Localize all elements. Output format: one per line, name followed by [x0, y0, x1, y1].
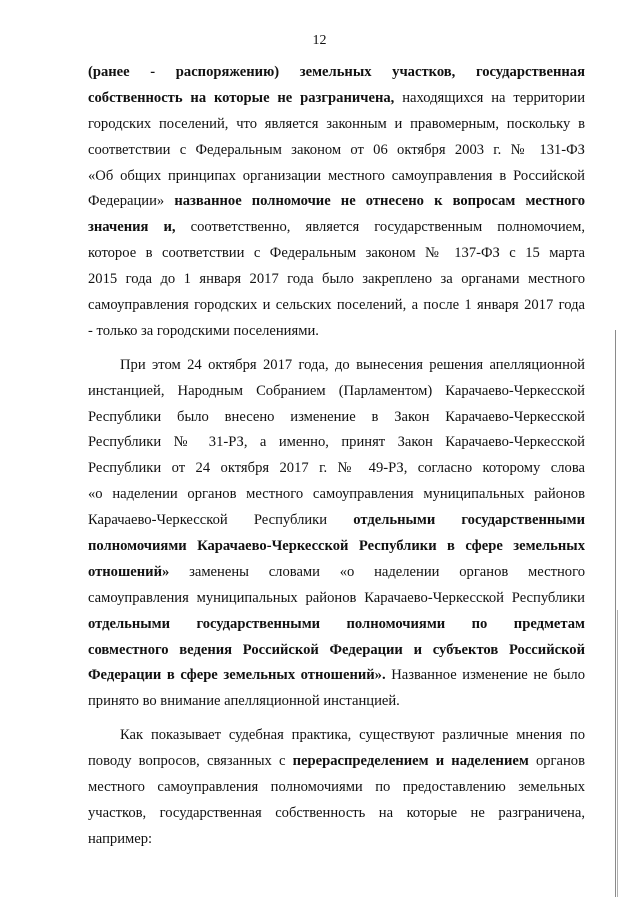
- text-run: - только за городскими поселениями.: [88, 322, 319, 339]
- text-line: [88, 827, 585, 853]
- bold-text-run: значения и,: [88, 219, 176, 236]
- text-run: заменены словами «о наделении органов местного: [169, 563, 585, 580]
- text-line: [88, 430, 585, 456]
- document-body: [88, 60, 585, 853]
- text-line: [88, 293, 585, 319]
- bold-text-run: (ранее - распоряжению) земельных участков, государственная: [88, 64, 585, 80]
- text-line: [88, 534, 585, 560]
- text-run: органов: [528, 753, 585, 770]
- bold-text-run: отдельными государственными полномочиями по предметам: [88, 615, 585, 632]
- scan-edge-line: [615, 330, 616, 897]
- text-line: [88, 379, 585, 405]
- text-line: [88, 215, 585, 241]
- bold-text-run: собственность на которые не разграничена,: [88, 89, 395, 106]
- text-line: [88, 189, 585, 215]
- paragraph-gap: [88, 345, 585, 353]
- text-run: Федерации»: [88, 193, 175, 210]
- text-line: [88, 482, 585, 508]
- text-run: например:: [88, 830, 153, 847]
- paragraph: [88, 353, 585, 715]
- text-line: [88, 801, 585, 827]
- text-run: Республики № 31-РЗ, а именно, принят Закон Карачаево-Черкесской: [88, 434, 585, 451]
- text-line: [88, 663, 585, 689]
- text-line: [88, 138, 585, 164]
- text-line: [88, 164, 585, 190]
- text-run: 2015 года до 1 января 2017 года было закреплено за органами местного: [88, 271, 585, 288]
- text-line: [88, 267, 585, 293]
- text-line: [88, 586, 585, 612]
- text-run: которое в соответствии с Федеральным законом № 137-ФЗ с 15 марта: [88, 245, 585, 262]
- text-run: принято во внимание апелляционной инстанцией.: [88, 693, 400, 710]
- text-line: [88, 319, 585, 345]
- text-line: [88, 612, 585, 638]
- text-line: [88, 638, 585, 664]
- bold-text-run: отдельными государственными: [353, 512, 585, 529]
- text-run: Республики от 24 октября 2017 г. № 49-РЗ, согласно которому слова: [88, 460, 585, 477]
- text-run: городских поселений, что является законным и правомерным, поскольку в: [88, 115, 585, 132]
- bold-text-run: Федерации в сфере земельных отношений».: [88, 667, 386, 684]
- text-line: [88, 560, 585, 586]
- text-line: [88, 775, 585, 801]
- paragraph: [88, 60, 585, 345]
- text-run: соответственно, является государственным полномочием,: [175, 219, 585, 236]
- bold-text-run: полномочиями Карачаево-Черкесской Республики в сфере земельных: [88, 538, 585, 555]
- bold-text-run: отношений»: [88, 563, 170, 580]
- text-line: [88, 723, 585, 749]
- text-run: самоуправления городских и сельских поселений, а после 1 января 2017 года: [88, 297, 585, 314]
- bold-text-run: совместного ведения Российской Федерации и субъектов Российской: [88, 641, 585, 658]
- text-run: Карачаево-Черкесской Республики: [88, 512, 354, 529]
- bold-text-run: названное полномочие не отнесено к вопросам местного: [174, 193, 585, 210]
- text-line: [88, 689, 585, 715]
- text-run: участков, государственная собственность на которые не разграничена,: [88, 804, 585, 821]
- text-run: Названное изменение не было: [385, 667, 585, 684]
- text-line: [88, 749, 585, 775]
- text-run: «Об общих принципах организации местного самоуправления в Российской: [88, 167, 585, 184]
- paragraph: [88, 723, 585, 852]
- paragraph-gap: [88, 715, 585, 723]
- text-line: [88, 456, 585, 482]
- text-run: местного самоуправления полномочиями по предоставлению земельных: [88, 779, 585, 796]
- text-run: При этом 24 октября 2017 года, до вынесения решения апелляционной: [120, 356, 585, 373]
- page-number: 12: [312, 33, 327, 48]
- text-line: [88, 241, 585, 267]
- text-run: находящихся на территории: [394, 89, 585, 106]
- text-line: [88, 508, 585, 534]
- text-run: соответствии с Федеральным законом от 06 октября 2003 г. № 131-ФЗ: [88, 141, 585, 158]
- text-run: Республики было внесено изменение в Закон Карачаево-Черкесской: [88, 408, 585, 425]
- text-run: Как показывает судебная практика, существуют различные мнения по: [120, 727, 585, 744]
- text-line: [88, 353, 585, 379]
- text-line: [88, 60, 585, 86]
- text-line: [88, 112, 585, 138]
- text-run: поводу вопросов, связанных с: [88, 753, 293, 770]
- text-line: [88, 86, 585, 112]
- bold-text-run: перераспределением и наделением: [292, 753, 529, 770]
- text-run: «о наделении органов местного самоуправления муниципальных районов: [88, 486, 585, 503]
- text-run: самоуправления муниципальных районов Карачаево-Черкесской Республики: [88, 589, 585, 606]
- scan-edge-line-secondary: [617, 610, 618, 897]
- text-run: инстанцией, Народным Собранием (Парламентом) Карачаево-Черкесской: [88, 382, 585, 399]
- text-line: [88, 405, 585, 431]
